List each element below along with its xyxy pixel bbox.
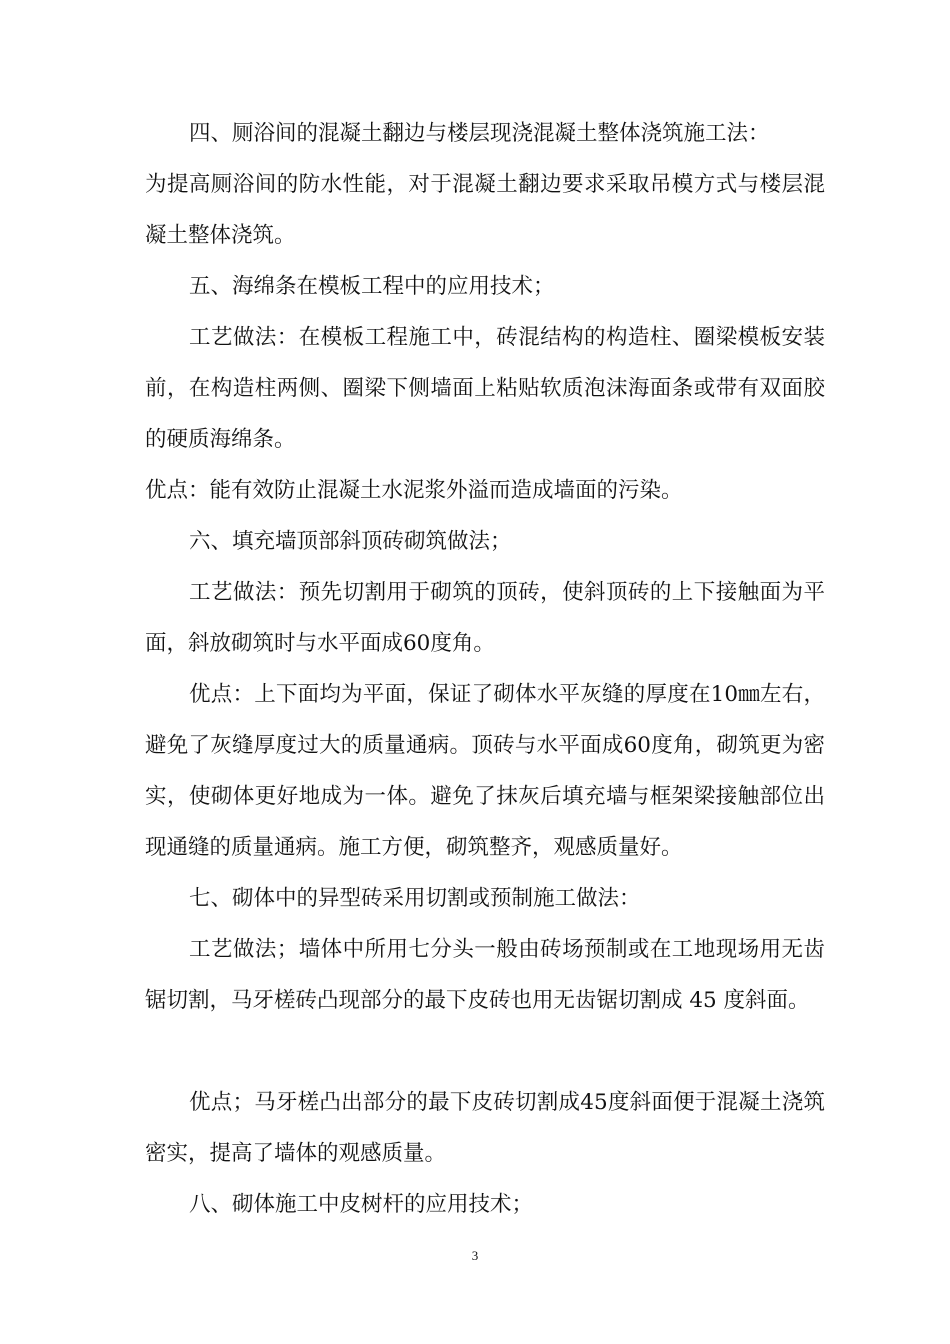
heading-section-7: 七、砌体中的异型砖采用切割或预制施工做法：: [189, 886, 641, 911]
heading-section-4: 四、厕浴间的混凝土翻边与楼层现浇混凝土整体浇筑施工法：: [189, 121, 770, 146]
paragraph-section-5-advantage: 优点：能有效防止混凝土水泥浆外溢而造成墙面的污染。: [145, 478, 683, 503]
page-number: 3: [471, 1248, 479, 1263]
heading-section-8: 八、砌体施工中皮树杆的应用技术；: [189, 1192, 534, 1217]
paragraph-section-6-method: 工艺做法：预先切割用于砌筑的顶砖，使斜顶砖的上下接触面为平面，斜放砌筑时与水平面成60度角。: [145, 580, 825, 656]
paragraph-section-4-body: 为提高厕浴间的防水性能，对于混凝土翻边要求采取吊模方式与楼层混凝土整体浇筑。: [145, 172, 825, 248]
heading-section-5: 五、海绵条在模板工程中的应用技术；: [189, 274, 555, 299]
paragraph-section-5-method: 工艺做法：在模板工程施工中，砖混结构的构造柱、圈梁模板安装前，在构造柱两侧、圈梁下侧墙面上粘贴软质泡沫海面条或带有双面胶的硬质海绵条。: [145, 325, 825, 452]
paragraph-section-7-method: 工艺做法；墙体中所用七分头一般由砖场预制或在工地现场用无齿锯切割，马牙槎砖凸现部分的最下皮砖也用无齿锯切割成 45 度斜面。: [145, 937, 825, 1013]
heading-section-6: 六、填充墙顶部斜顶砖砌筑做法；: [189, 529, 512, 554]
paragraph-section-6-advantage: 优点：上下面均为平面，保证了砌体水平灰缝的厚度在10㎜左右，避免了灰缝厚度过大的质量通病。顶砖与水平面成60度角，砌筑更为密实，使砌体更好地成为一体。避免了抹灰后填充墙与框架梁接触部位出现通缝的质量通病。施工方便，砌筑整齐，观感质量好。: [145, 682, 825, 860]
paragraph-section-7-advantage: 优点；马牙槎凸出部分的最下皮砖切割成45度斜面便于混凝土浇筑密实，提高了墙体的观感质量。: [145, 1090, 825, 1166]
